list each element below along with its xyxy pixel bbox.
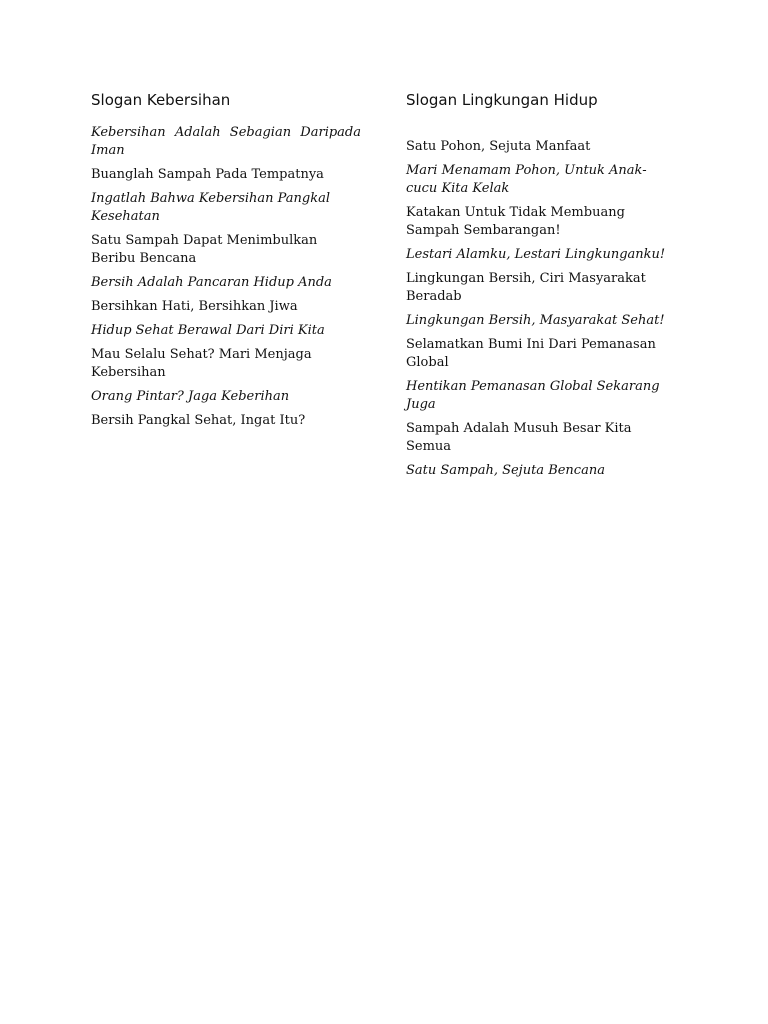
slogan-item: Satu Sampah Dapat Menimbulkan Beribu Bencana	[91, 233, 318, 266]
slogan-item: Lingkungan Bersih, Ciri Masyarakat Beradab	[406, 271, 646, 304]
slogan-item: Buanglah Sampah Pada Tempatnya	[91, 167, 324, 182]
slogan-item: Satu Pohon, Sejuta Manfaat	[406, 139, 591, 154]
slogan-item: Lestari Alamku, Lestari Lingkunganku!	[406, 247, 666, 262]
slogan-item: Bersih Pangkal Sehat, Ingat Itu?	[91, 413, 306, 428]
slogan-item: Orang Pintar? Jaga Keberihan	[91, 389, 290, 404]
slogan-list-lingkungan-hidup	[406, 138, 668, 480]
slogan-item: Hentikan Pemanasan Global Sekarang Juga	[406, 379, 660, 412]
heading-slogan-kebersihan: Slogan Kebersihan	[91, 91, 231, 109]
slogan-item: Ingatlah Bahwa Kebersihan Pangkal Kesehatan	[91, 191, 331, 224]
slogan-item: Bersih Adalah Pancaran Hidup Anda	[91, 275, 332, 290]
slogan-item: Mari Menamam Pohon, Untuk Anak-cucu Kita Kelak	[406, 163, 647, 196]
column-slogan-kebersihan	[91, 90, 361, 436]
column-slogan-lingkungan-hidup	[406, 90, 668, 486]
slogan-item: Sampah Adalah Musuh Besar Kita Semua	[406, 421, 632, 454]
slogan-item: Bersihkan Hati, Bersihkan Jiwa	[91, 299, 298, 314]
slogan-item: Satu Sampah, Sejuta Bencana	[406, 463, 605, 478]
slogan-item: Selamatkan Bumi Ini Dari Pemanasan Global	[406, 337, 656, 370]
slogan-item: Mau Selalu Sehat? Mari Menjaga Kebersihan	[91, 347, 312, 380]
slogan-item: Hidup Sehat Berawal Dari Diri Kita	[91, 323, 325, 338]
slogan-list-kebersihan	[91, 124, 361, 430]
slogan-item: Lingkungan Bersih, Masyarakat Sehat!	[406, 313, 665, 328]
slogan-item: Katakan Untuk Tidak Membuang Sampah Sembarangan!	[406, 205, 625, 238]
slogan-item: Kebersihan Adalah Sebagian Daripada Iman	[91, 125, 361, 158]
heading-slogan-lingkungan-hidup: Slogan Lingkungan Hidup	[406, 91, 598, 109]
